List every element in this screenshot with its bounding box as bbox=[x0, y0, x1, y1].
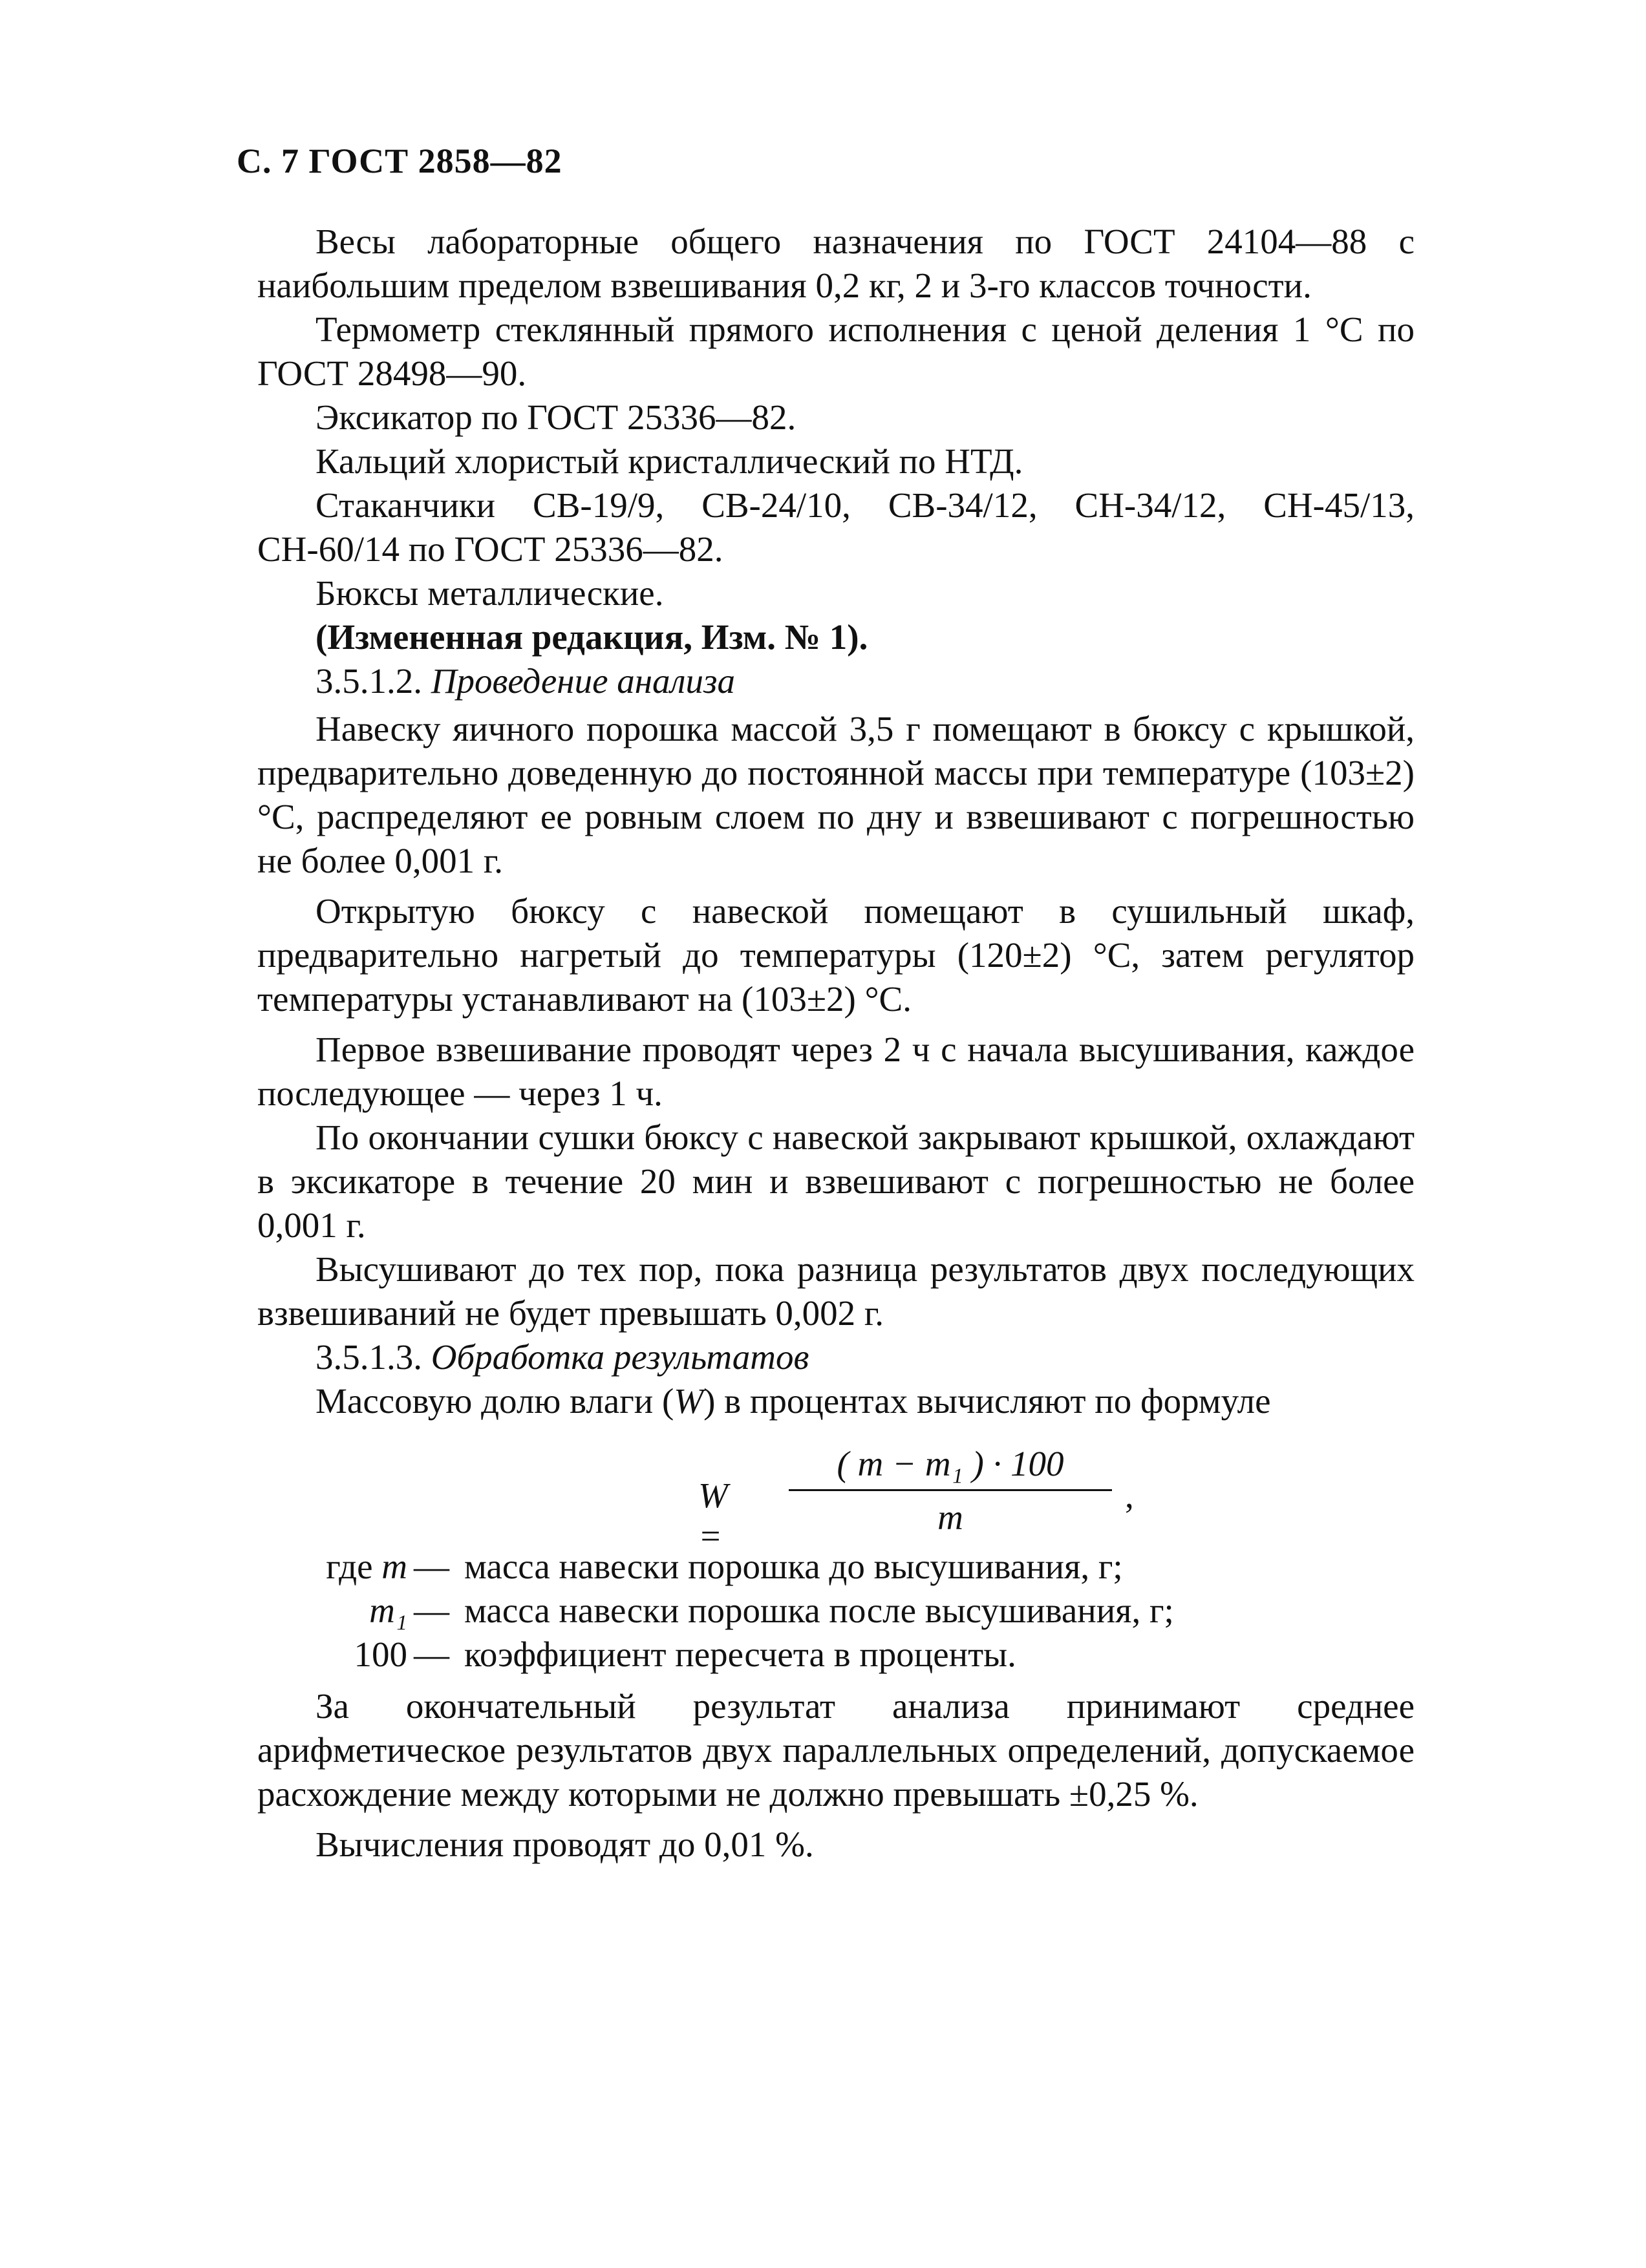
definition-symbol-text: m₁ bbox=[369, 1591, 407, 1630]
section-heading-results bbox=[257, 1335, 1415, 1379]
formula-intro-text-end: ) в процентах вычисляют по формуле bbox=[703, 1381, 1271, 1421]
closing-text bbox=[257, 1684, 1415, 1867]
formula-comma: , bbox=[1125, 1476, 1134, 1515]
paragraph-beakers: Стаканчики СВ-19/9, СВ-24/10, СВ-34/12, СН-34/12, СН-45/13, СН-60/14 по ГОСТ 25336—82. bbox=[257, 485, 1415, 569]
paragraph-formula-intro bbox=[257, 1379, 1415, 1423]
definition-text: масса навески порошка после высушивания, г; bbox=[464, 1591, 1174, 1630]
definition-dash: — bbox=[414, 1547, 449, 1586]
definition-symbol-text: m bbox=[381, 1547, 407, 1586]
body-text bbox=[257, 220, 1415, 1423]
section-number: 3.5.1.3. bbox=[315, 1337, 422, 1377]
section-title: Обработка результатов bbox=[431, 1337, 809, 1377]
definition-row bbox=[257, 1633, 1415, 1677]
definition-symbol bbox=[257, 1545, 407, 1589]
paragraph-metal-cups: Бюксы металлические. bbox=[315, 573, 664, 613]
definition-text: коэффициент пересчета в проценты. bbox=[464, 1635, 1016, 1674]
paragraph-scales: Весы лабораторные общего назначения по ГОСТ 24104—88 с наибольшим пределом взвешивания 0,2 кг, 2 и 3-го классов точности. bbox=[257, 222, 1415, 305]
paragraph-drying-until: Высушивают до тех пор, пока разница результатов двух последующих взвешиваний не будет превышать 0,002 г. bbox=[257, 1249, 1415, 1333]
paragraph-cooling: По окончании сушки бюксу с навеской закрывают крышкой, охлаждают в эксикаторе в течение 20 мин и взвешивают с погрешностью не более 0,001 г. bbox=[257, 1118, 1415, 1245]
definition-dash: — bbox=[414, 1591, 449, 1630]
formula-intro-text: Массовую долю влаги ( bbox=[315, 1381, 674, 1421]
formula-fraction bbox=[789, 1441, 1112, 1540]
paragraph-thermometer: Термометр стеклянный прямого исполнения с ценой деления 1 °С по ГОСТ 28498—90. bbox=[257, 310, 1415, 393]
fraction-bar bbox=[789, 1489, 1112, 1491]
paragraph-desiccator: Эксикатор по ГОСТ 25336—82. bbox=[315, 397, 796, 437]
definitions-list bbox=[257, 1545, 1415, 1677]
definition-dash: — bbox=[414, 1635, 449, 1674]
formula-symbol-w: W bbox=[674, 1381, 704, 1421]
section-heading-analysis bbox=[257, 659, 1415, 703]
paragraph-final-result: За окончательный результат анализа принимают среднее арифметическое результатов двух параллельных определений, допускаемое расхождение между которыми не должно превышать ±0,25 %. bbox=[257, 1686, 1415, 1814]
paragraph-drying-oven: Открытую бюксу с навеской помещают в сушильный шкаф, предварительно нагретый до температуры (120±2) °С, затем регулятор температуры устанавливают на (103±2) °С. bbox=[257, 891, 1415, 1019]
page-header: С. 7 ГОСТ 2858—82 bbox=[237, 142, 562, 180]
definition-text: масса навески порошка до высушивания, г; bbox=[464, 1547, 1123, 1586]
formula-lhs: W = bbox=[698, 1476, 728, 1556]
definition-symbol bbox=[257, 1589, 407, 1633]
paragraph-sample-weighing: Навеску яичного порошка массой 3,5 г помещают в бюксу с крышкой, предварительно доведенную до постоянной массы при температуре (103±2) °С, распределяют ее ровным слоем по дну и взвешивают с погрешностью не более 0,001 г. bbox=[257, 709, 1415, 880]
definition-lead: где bbox=[326, 1547, 382, 1586]
formula-numerator: ( m − m₁ ) · 100 bbox=[837, 1444, 1064, 1483]
paragraph-amendment-note: (Измененная редакция, Изм. № 1). bbox=[315, 617, 868, 657]
section-number: 3.5.1.2. bbox=[315, 661, 422, 701]
definition-row bbox=[257, 1545, 1415, 1589]
formula-denominator: m bbox=[937, 1498, 963, 1537]
definition-symbol bbox=[257, 1633, 407, 1677]
section-title: Проведение анализа bbox=[431, 661, 735, 701]
definition-symbol-text: 100 bbox=[354, 1635, 407, 1674]
paragraph-first-weighing: Первое взвешивание проводят через 2 ч с начала высушивания, каждое последующее — через 1 ч. bbox=[257, 1030, 1415, 1113]
definition-row bbox=[257, 1589, 1415, 1633]
paragraph-precision: Вычисления проводят до 0,01 %. bbox=[315, 1825, 814, 1864]
paragraph-calcium-chloride: Кальций хлористый кристаллический по НТД. bbox=[315, 441, 1023, 481]
